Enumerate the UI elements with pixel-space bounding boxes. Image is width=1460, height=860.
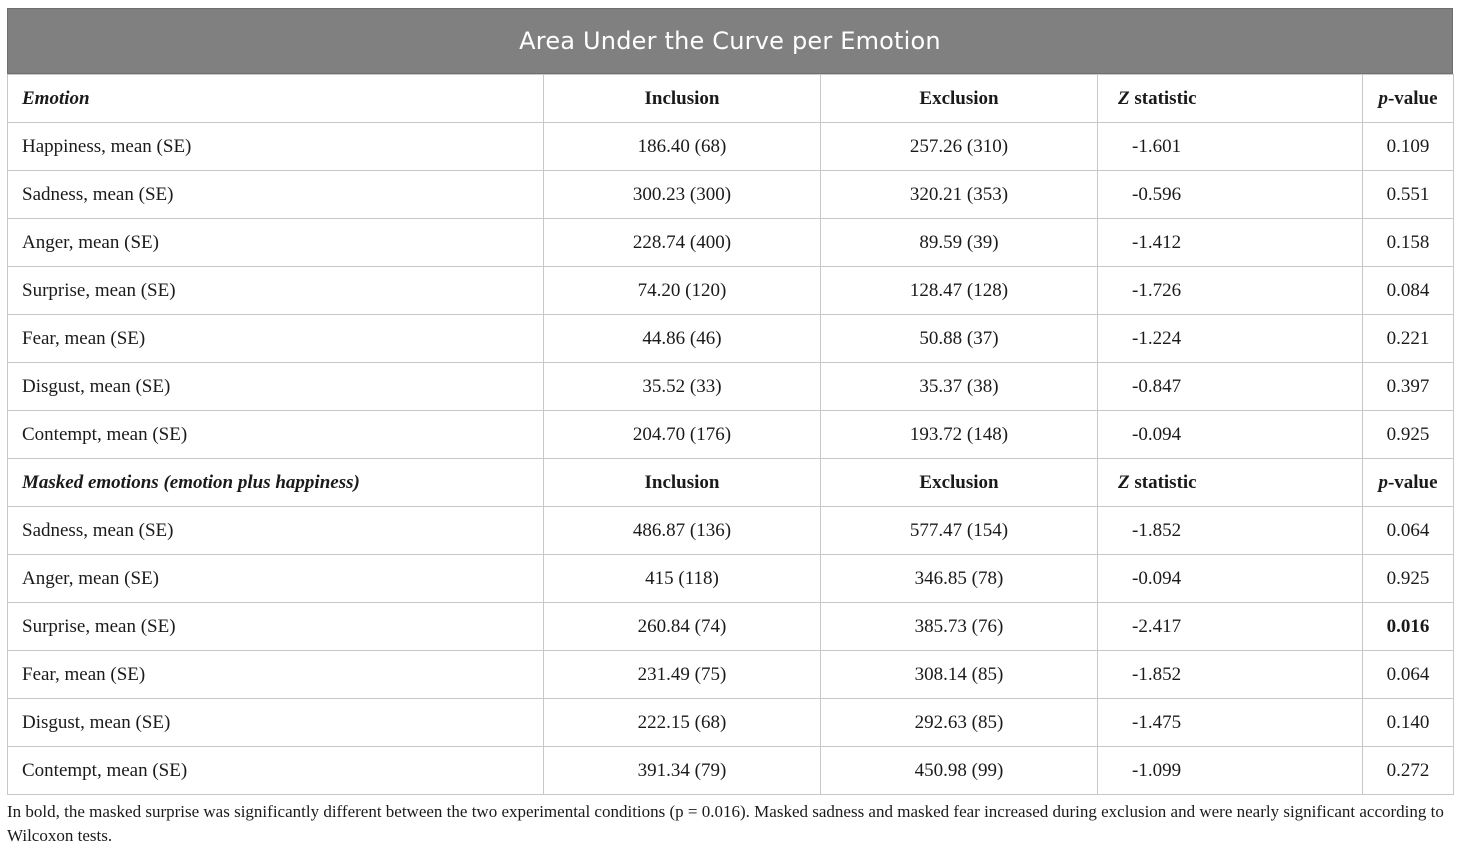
cell-inclusion: 204.70 (176) [544, 411, 821, 459]
cell-emotion: Contempt, mean (SE) [8, 411, 544, 459]
cell-inclusion: 35.52 (33) [544, 363, 821, 411]
table-row [8, 699, 1454, 747]
cell-emotion: Disgust, mean (SE) [8, 363, 544, 411]
table-row [8, 267, 1454, 315]
header-row-masked [8, 459, 1454, 507]
cell-exclusion: 346.85 (78) [821, 555, 1098, 603]
table-row [8, 171, 1454, 219]
cell-exclusion: 35.37 (38) [821, 363, 1098, 411]
cell-exclusion: 50.88 (37) [821, 315, 1098, 363]
header-inclusion: Inclusion [544, 459, 821, 507]
table-row [8, 315, 1454, 363]
cell-emotion: Sadness, mean (SE) [8, 171, 544, 219]
cell-z: -1.475 [1098, 699, 1363, 747]
cell-exclusion: 257.26 (310) [821, 123, 1098, 171]
cell-inclusion: 222.15 (68) [544, 699, 821, 747]
cell-emotion: Anger, mean (SE) [8, 555, 544, 603]
table-row [8, 363, 1454, 411]
cell-p: 0.397 [1363, 363, 1454, 411]
cell-p: 0.109 [1363, 123, 1454, 171]
cell-inclusion: 391.34 (79) [544, 747, 821, 795]
header-exclusion: Exclusion [821, 75, 1098, 123]
header-masked-emotions: Masked emotions (emotion plus happiness) [8, 459, 544, 507]
table-row [8, 219, 1454, 267]
cell-z: -0.847 [1098, 363, 1363, 411]
table-row [8, 603, 1454, 651]
cell-inclusion: 228.74 (400) [544, 219, 821, 267]
table-row [8, 507, 1454, 555]
cell-z: -1.224 [1098, 315, 1363, 363]
cell-z: -0.094 [1098, 555, 1363, 603]
cell-p: 0.551 [1363, 171, 1454, 219]
cell-emotion: Happiness, mean (SE) [8, 123, 544, 171]
cell-exclusion: 128.47 (128) [821, 267, 1098, 315]
header-p-value: p-value [1363, 459, 1454, 507]
cell-p: 0.925 [1363, 411, 1454, 459]
cell-z: -1.601 [1098, 123, 1363, 171]
cell-inclusion: 231.49 (75) [544, 651, 821, 699]
cell-emotion: Contempt, mean (SE) [8, 747, 544, 795]
cell-p: 0.221 [1363, 315, 1454, 363]
header-z-statistic: Z statistic [1098, 75, 1363, 123]
table-footnote: In bold, the masked surprise was significantly different between the two experimental conditions (p = 0.016). Masked sadness and masked fear increased during exclusion and were nearly significant according to Wilcoxon tests. [7, 802, 1444, 845]
table-container [7, 8, 1453, 848]
cell-z: -1.099 [1098, 747, 1363, 795]
cell-exclusion: 193.72 (148) [821, 411, 1098, 459]
table-row [8, 411, 1454, 459]
cell-emotion: Disgust, mean (SE) [8, 699, 544, 747]
cell-p: 0.925 [1363, 555, 1454, 603]
cell-z: -2.417 [1098, 603, 1363, 651]
table-row [8, 747, 1454, 795]
cell-exclusion: 577.47 (154) [821, 507, 1098, 555]
cell-z: -1.852 [1098, 651, 1363, 699]
cell-z: -1.852 [1098, 507, 1363, 555]
cell-z: -1.726 [1098, 267, 1363, 315]
cell-exclusion: 308.14 (85) [821, 651, 1098, 699]
cell-z: -0.596 [1098, 171, 1363, 219]
cell-p: 0.064 [1363, 507, 1454, 555]
cell-inclusion: 486.87 (136) [544, 507, 821, 555]
auc-table [7, 74, 1454, 795]
cell-p: 0.158 [1363, 219, 1454, 267]
header-row-emotion [8, 75, 1454, 123]
cell-exclusion: 89.59 (39) [821, 219, 1098, 267]
header-emotion: Emotion [8, 75, 544, 123]
cell-exclusion: 320.21 (353) [821, 171, 1098, 219]
table-row [8, 555, 1454, 603]
cell-emotion: Fear, mean (SE) [8, 651, 544, 699]
cell-inclusion: 44.86 (46) [544, 315, 821, 363]
cell-p: 0.084 [1363, 267, 1454, 315]
cell-p: 0.140 [1363, 699, 1454, 747]
cell-inclusion: 260.84 (74) [544, 603, 821, 651]
table-row [8, 651, 1454, 699]
table-title: Area Under the Curve per Emotion [7, 8, 1453, 74]
table-row [8, 123, 1454, 171]
cell-exclusion: 385.73 (76) [821, 603, 1098, 651]
header-exclusion: Exclusion [821, 459, 1098, 507]
cell-p-significant: 0.016 [1363, 603, 1454, 651]
cell-exclusion: 292.63 (85) [821, 699, 1098, 747]
header-p-value: p-value [1363, 75, 1454, 123]
cell-emotion: Anger, mean (SE) [8, 219, 544, 267]
cell-emotion: Surprise, mean (SE) [8, 603, 544, 651]
cell-inclusion: 74.20 (120) [544, 267, 821, 315]
cell-z: -1.412 [1098, 219, 1363, 267]
cell-z: -0.094 [1098, 411, 1363, 459]
header-inclusion: Inclusion [544, 75, 821, 123]
cell-inclusion: 186.40 (68) [544, 123, 821, 171]
cell-emotion: Fear, mean (SE) [8, 315, 544, 363]
cell-inclusion: 300.23 (300) [544, 171, 821, 219]
header-z-statistic: Z statistic [1098, 459, 1363, 507]
cell-inclusion: 415 (118) [544, 555, 821, 603]
cell-emotion: Sadness, mean (SE) [8, 507, 544, 555]
cell-exclusion: 450.98 (99) [821, 747, 1098, 795]
cell-p: 0.064 [1363, 651, 1454, 699]
cell-p: 0.272 [1363, 747, 1454, 795]
cell-emotion: Surprise, mean (SE) [8, 267, 544, 315]
